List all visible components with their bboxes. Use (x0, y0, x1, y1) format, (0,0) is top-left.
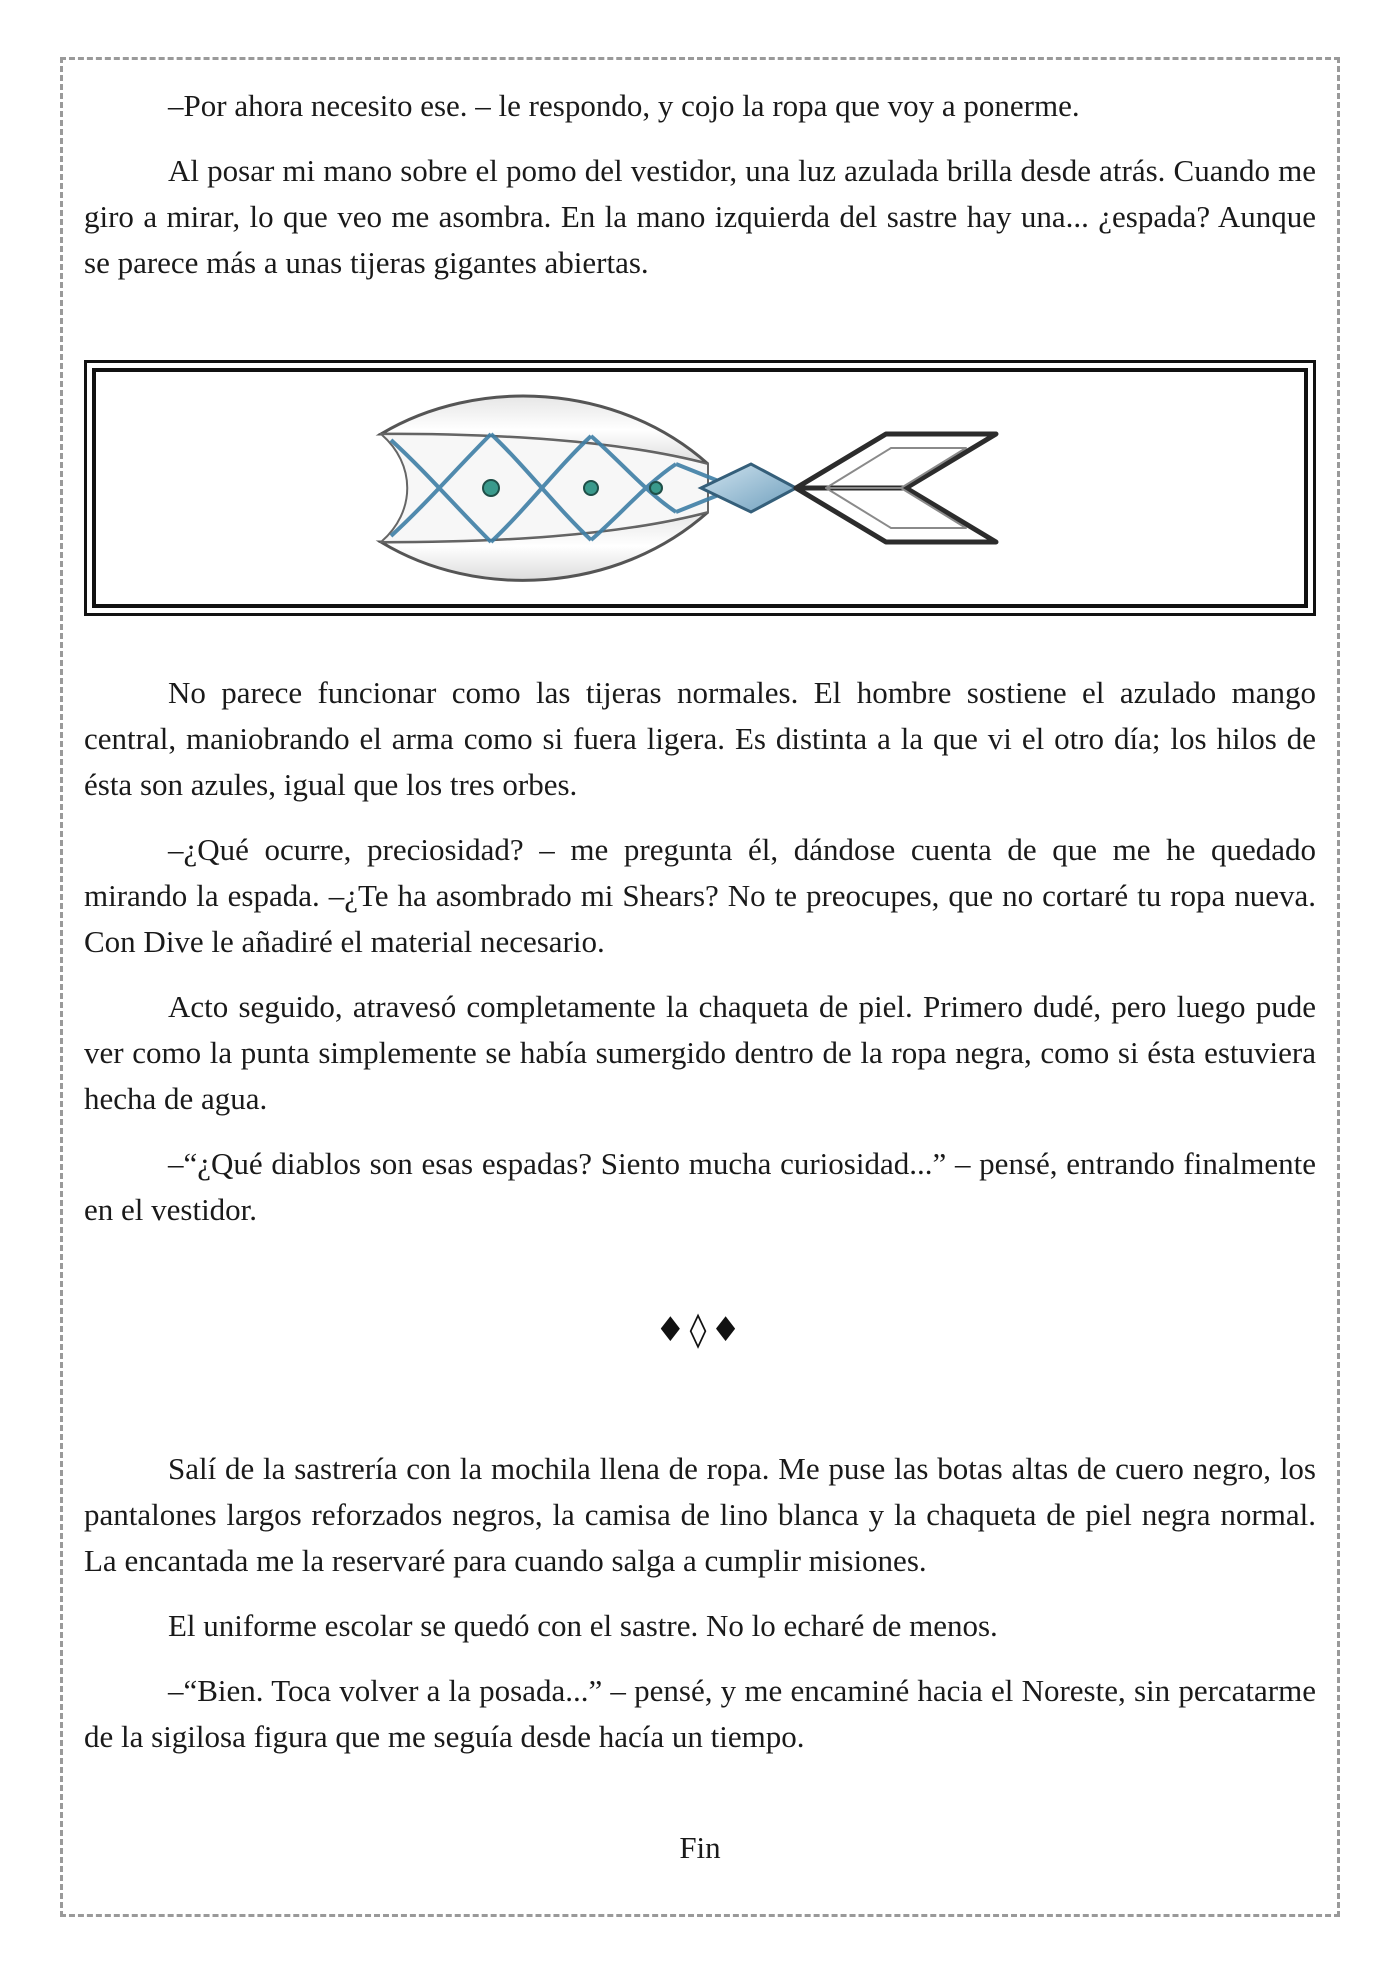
illustration-frame (84, 360, 1316, 616)
shears-sword-icon (96, 372, 1306, 606)
paragraph: –“Bien. Toca volver a la posada...” – pensé, y me encaminé hacia el Noreste, sin percatarme de la sigilosa figura que me seguía desde hacía un tiempo. (84, 1673, 1316, 1754)
paragraph: –Por ahora necesito ese. – le respondo, y cojo la ropa que voy a ponerme. (168, 88, 1080, 123)
text-block-middle (84, 670, 1316, 1252)
paragraph: –¿Qué ocurre, preciosidad? – me pregunta él, dándose cuenta de que me he quedado mirando la espada. –¿Te ha asombrado mi Shears? No te preocupes, que no cortaré tu ropa nueva. Con Dive le añadiré el material necesario. (84, 832, 1316, 959)
ending-label: Fin (679, 1830, 721, 1865)
paragraph: Acto seguido, atravesó completamente la chaqueta de piel. Primero dudé, pero luego pude ver como la punta simplemente se había sumergido dentro de la ropa negra, como si ésta estuviera hecha de agua. (84, 989, 1316, 1116)
text-block-bottom (84, 1446, 1316, 1779)
paragraph: No parece funcionar como las tijeras normales. El hombre sostiene el azulado mango central, maniobrando el arma como si fuera ligera. Es distinta a la que vi el otro día; los hilos de ésta son azules, igual que los tres orbes. (84, 675, 1316, 802)
paragraph: Salí de la sastrería con la mochila llena de ropa. Me puse las botas altas de cuero negro, los pantalones largos reforzados negros, la camisa de lino blanca y la chaqueta de piel negra normal. La encantada me la reservaré para cuando salga a cumplir misiones. (84, 1451, 1316, 1578)
text-block-top (84, 83, 1316, 305)
paragraph: El uniforme escolar se quedó con el sastre. No lo echaré de menos. (168, 1608, 998, 1643)
illustration-inner-frame (92, 368, 1308, 608)
scene-separator: ♦◊♦ (655, 1310, 745, 1350)
paragraph: –“¿Qué diablos son esas espadas? Siento mucha curiosidad...” – pensé, entrando finalmente en el vestidor. (84, 1146, 1316, 1227)
paragraph: Al posar mi mano sobre el pomo del vestidor, una luz azulada brilla desde atrás. Cuando me giro a mirar, lo que veo me asombra. En la mano izquierda del sastre hay una... ¿espada? Aunque se parece más a unas tijeras gigantes abiertas. (84, 153, 1316, 280)
